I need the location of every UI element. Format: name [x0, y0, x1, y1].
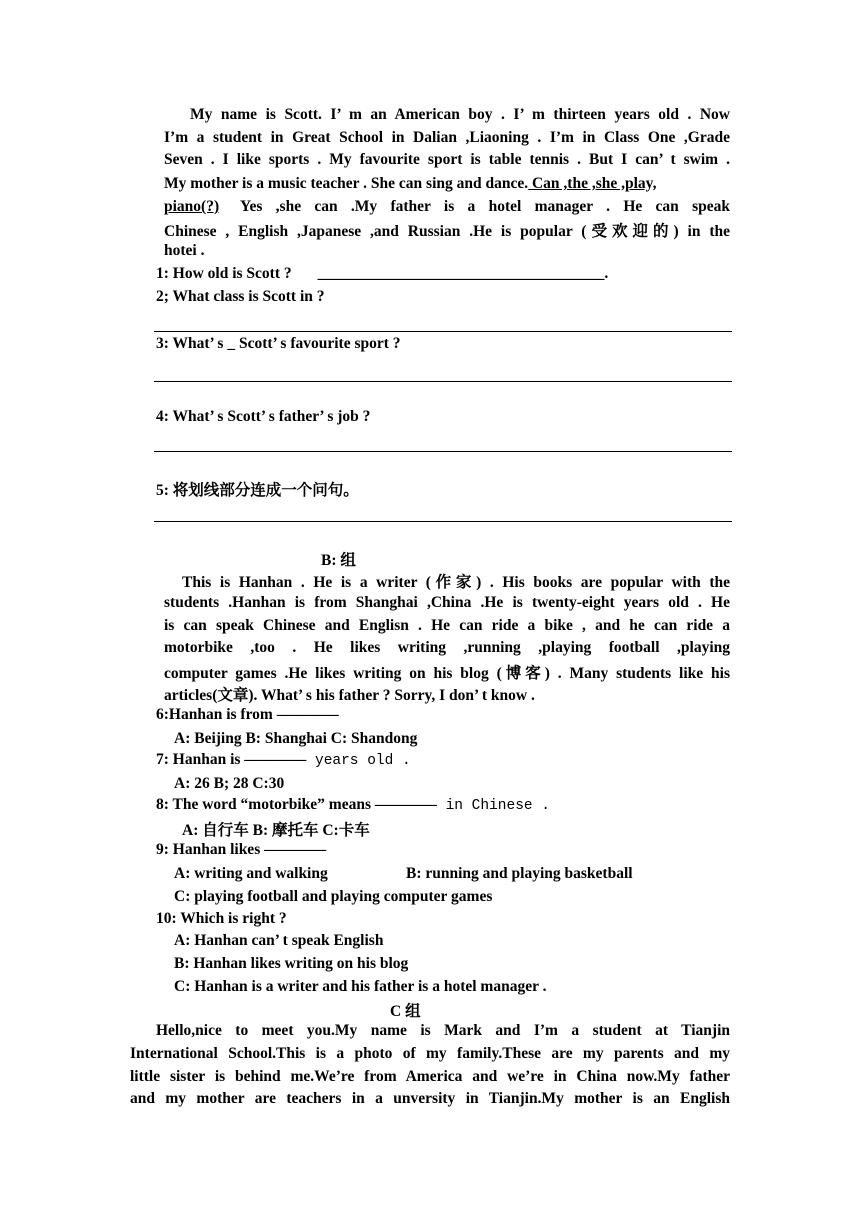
question-10: 10: Which is right ? — [156, 910, 287, 927]
question-10-option-c: C: Hanhan is a writer and his father is a hotel manager . — [174, 978, 547, 995]
passage-a-line-7: hotei . — [164, 242, 205, 259]
answer-line-3 — [154, 381, 732, 382]
passage-a-line-4: My mother is a music teacher . She can sing and dance. Can ,the ,she ,play, — [164, 175, 657, 192]
passage-b-line-6: articles(文章). What’ s his father ? Sorry, I don’ t know . — [164, 687, 535, 704]
passage-a-line-6: Chinese , English ,Japanese ,and Russian .He is popular (受欢迎的) in the — [164, 223, 730, 240]
question-3: 3: What’ s _ Scott’ s favourite sport ? — [156, 335, 401, 352]
passage-b-line-1: This is Hanhan . He is a writer (作家) . His books are popular with the — [182, 574, 730, 591]
question-9: 9: Hanhan likes ———— — [156, 841, 327, 858]
passage-b-line-2: students .Hanhan is from Shanghai ,China .He is twenty-eight years old . He — [164, 594, 730, 611]
question-5: 5: 将划线部分连成一个问句。 — [156, 482, 359, 499]
passage-b-line-4: motorbike ,too . He likes writing ,running ,playing football ,playing — [164, 639, 730, 656]
answer-line-2 — [154, 331, 732, 332]
question-9-option-b: B: running and playing basketball — [406, 865, 633, 882]
passage-c-line-3: little sister is behind me.We’re from America and we’re in China now.My father — [130, 1068, 730, 1085]
question-7-options: A: 26 B; 28 C:30 — [174, 775, 285, 792]
blank: ———— — [264, 841, 327, 858]
passage-c-line-2: International School.This is a photo of my family.These are my parents and my — [130, 1045, 730, 1062]
question-6: 6:Hanhan is from ———— — [156, 706, 339, 723]
passage-c-line-1: Hello,nice to meet you.My name is Mark and I’m a student at Tianjin — [156, 1022, 730, 1039]
passage-a-line-3: Seven . I like sports . My favourite sport is table tennis . But I can’ t swim . — [164, 151, 730, 168]
section-c-heading: C 组 — [390, 1003, 421, 1020]
passage-a-line-5: piano(?) Yes ,she can .My father is a hotel manager . He can speak — [164, 198, 730, 215]
question-10-option-a: A: Hanhan can’ t speak English — [174, 932, 384, 949]
question-1: 1: How old is Scott ? _____________________________________. — [156, 265, 609, 282]
question-9-option-c: C: playing football and playing computer games — [174, 888, 493, 905]
question-10-option-b: B: Hanhan likes writing on his blog — [174, 955, 409, 972]
answer-line-4 — [154, 451, 732, 452]
underlined-phrase: Can ,the ,she ,play, — [528, 175, 657, 192]
question-8-options: A: 自行车 B: 摩托车 C:卡车 — [182, 822, 370, 839]
question-7: 7: Hanhan is ———— years old . — [156, 751, 411, 769]
answer-line-5 — [154, 521, 732, 522]
passage-a-line-1: My name is Scott. I’ m an American boy . I’ m thirteen years old . Now — [190, 106, 730, 123]
blank: ———— — [244, 751, 307, 768]
blank: ———— — [374, 796, 437, 813]
question-8: 8: The word “motorbike” means ———— in Chinese . — [156, 796, 550, 814]
passage-b-line-3: is can speak Chinese and Englisn . He can ride a bike , and he can ride a — [164, 617, 730, 634]
passage-c-line-4: and my mother are teachers in a unversity in Tianjin.My mother is an English — [130, 1090, 730, 1107]
passage-b-line-5: computer games .He likes writing on his blog (博客) . Many students like his — [164, 665, 730, 682]
question-6-options: A: Beijing B: Shanghai C: Shandong — [174, 730, 418, 747]
question-9-option-a: A: writing and walking — [174, 865, 328, 882]
question-4: 4: What’ s Scott’ s father’ s job ? — [156, 408, 371, 425]
section-b-heading: B: 组 — [321, 552, 356, 569]
answer-blank: _____________________________________. — [317, 265, 609, 282]
blank: ———— — [276, 706, 339, 723]
passage-a-line-2: I’m a student in Great School in Dalian ,Liaoning . I’m in Class One ,Grade — [164, 129, 730, 146]
question-2: 2; What class is Scott in ? — [156, 288, 325, 305]
underlined-phrase-end: piano(?) — [164, 198, 220, 215]
